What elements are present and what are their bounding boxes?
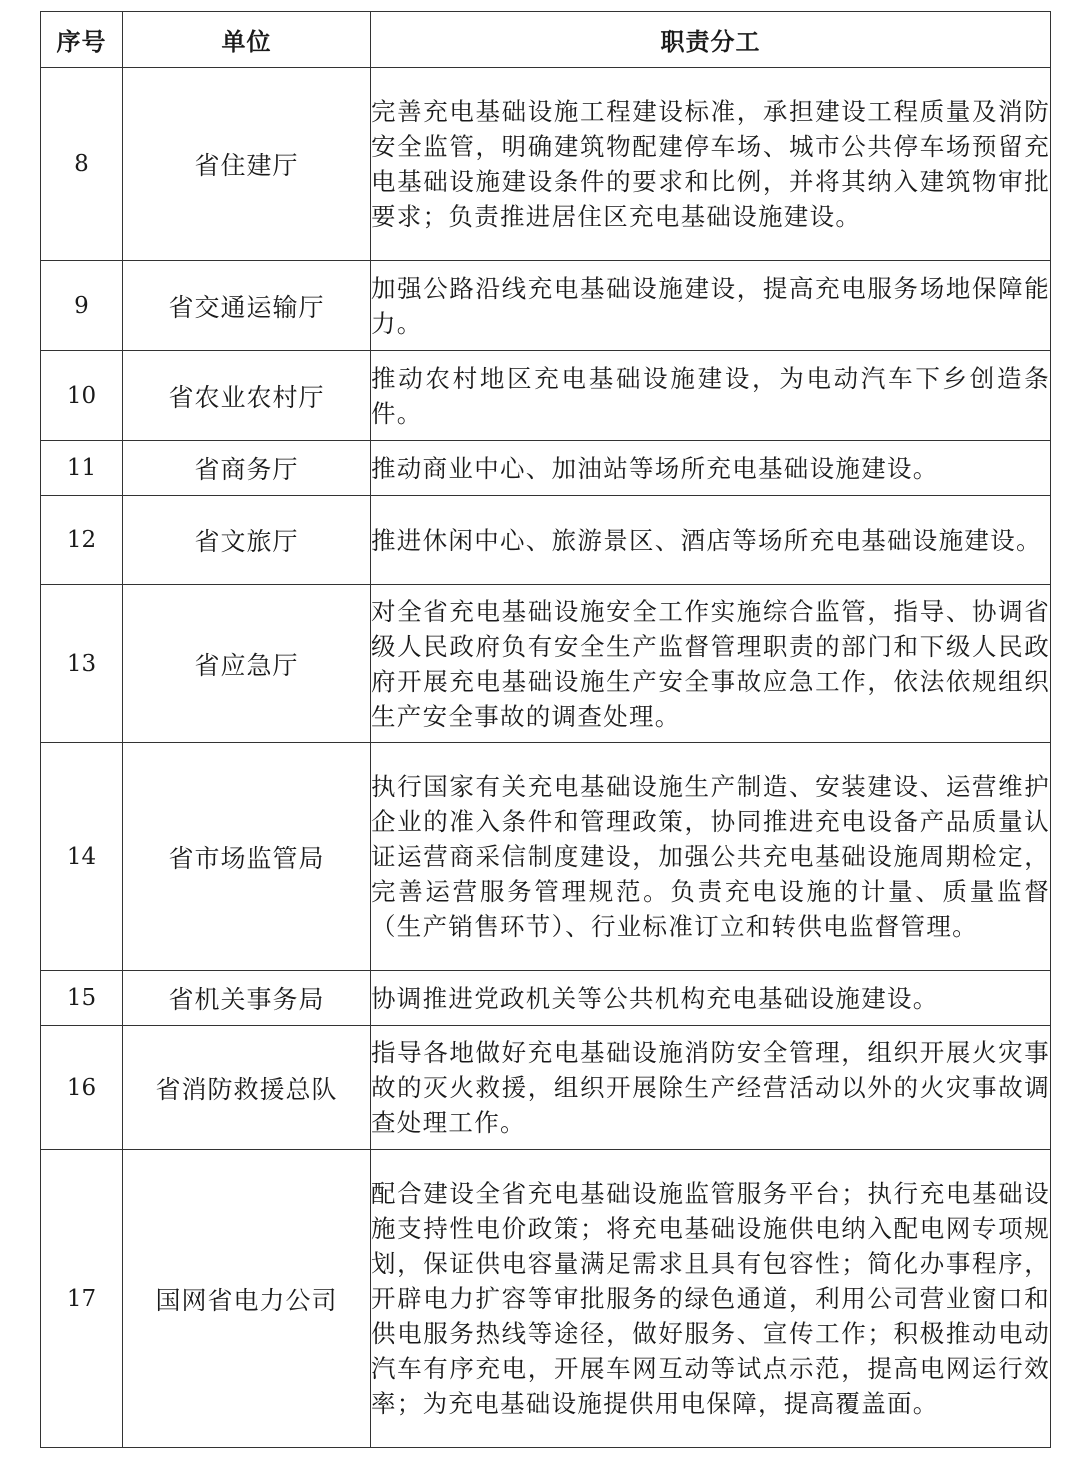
row-seq: 9 [41, 261, 123, 351]
row-seq: 13 [41, 585, 123, 743]
row-unit: 省机关事务局 [123, 971, 371, 1026]
row-duty: 指导各地做好充电基础设施消防安全管理，组织开展火灾事故的灭火救援，组织开展除生产经营活动以外的火灾事故调查处理工作。 [371, 1026, 1051, 1150]
table-row [41, 68, 1051, 261]
table-row [41, 441, 1051, 496]
row-seq: 16 [41, 1026, 123, 1150]
table-row [41, 261, 1051, 351]
row-duty: 推进休闲中心、旅游景区、酒店等场所充电基础设施建设。 [371, 496, 1051, 585]
row-seq: 14 [41, 743, 123, 971]
row-seq: 10 [41, 351, 123, 441]
row-duty: 推动商业中心、加油站等场所充电基础设施建设。 [371, 441, 1051, 496]
table-row [41, 585, 1051, 743]
row-seq: 12 [41, 496, 123, 585]
row-unit: 省文旅厅 [123, 496, 371, 585]
header-unit: 单位 [123, 12, 371, 68]
header-seq: 序号 [41, 12, 123, 68]
responsibility-table [40, 11, 1051, 1448]
header-duty: 职责分工 [371, 12, 1051, 68]
table-row [41, 743, 1051, 971]
row-seq: 11 [41, 441, 123, 496]
row-duty: 执行国家有关充电基础设施生产制造、安装建设、运营维护企业的准入条件和管理政策，协同推进充电设备产品质量认证运营商采信制度建设，加强公共充电基础设施周期检定，完善运营服务管理规范。负责充电设施的计量、质量监督（生产销售环节）、行业标准订立和转供电监督管理。 [371, 743, 1051, 971]
row-unit: 省消防救援总队 [123, 1026, 371, 1150]
row-duty: 推动农村地区充电基础设施建设，为电动汽车下乡创造条件。 [371, 351, 1051, 441]
row-unit: 省应急厅 [123, 585, 371, 743]
table-row [41, 351, 1051, 441]
table-row [41, 496, 1051, 585]
table-row [41, 1026, 1051, 1150]
row-seq: 8 [41, 68, 123, 261]
row-unit: 省住建厅 [123, 68, 371, 261]
row-duty: 配合建设全省充电基础设施监管服务平台；执行充电基础设施支持性电价政策；将充电基础设施供电纳入配电网专项规划，保证供电容量满足需求且具有包容性；简化办事程序，开辟电力扩容等审批服务的绿色通道，利用公司营业窗口和供电服务热线等途径，做好服务、宣传工作；积极推动电动汽车有序充电，开展车网互动等试点示范，提高电网运行效率；为充电基础设施提供用电保障，提高覆盖面。 [371, 1150, 1051, 1448]
row-duty: 完善充电基础设施工程建设标准，承担建设工程质量及消防安全监管，明确建筑物配建停车场、城市公共停车场预留充电基础设施建设条件的要求和比例，并将其纳入建筑物审批要求；负责推进居住区充电基础设施建设。 [371, 68, 1051, 261]
row-seq: 15 [41, 971, 123, 1026]
row-unit: 省交通运输厅 [123, 261, 371, 351]
row-seq: 17 [41, 1150, 123, 1448]
row-duty: 对全省充电基础设施安全工作实施综合监管，指导、协调省级人民政府负有安全生产监督管理职责的部门和下级人民政府开展充电基础设施生产安全事故应急工作，依法依规组织生产安全事故的调查处理。 [371, 585, 1051, 743]
row-unit: 省农业农村厅 [123, 351, 371, 441]
row-unit: 省商务厅 [123, 441, 371, 496]
row-unit: 国网省电力公司 [123, 1150, 371, 1448]
row-duty: 协调推进党政机关等公共机构充电基础设施建设。 [371, 971, 1051, 1026]
table-header-row [41, 12, 1051, 68]
table-row [41, 971, 1051, 1026]
table-row [41, 1150, 1051, 1448]
row-duty: 加强公路沿线充电基础设施建设，提高充电服务场地保障能力。 [371, 261, 1051, 351]
row-unit: 省市场监管局 [123, 743, 371, 971]
